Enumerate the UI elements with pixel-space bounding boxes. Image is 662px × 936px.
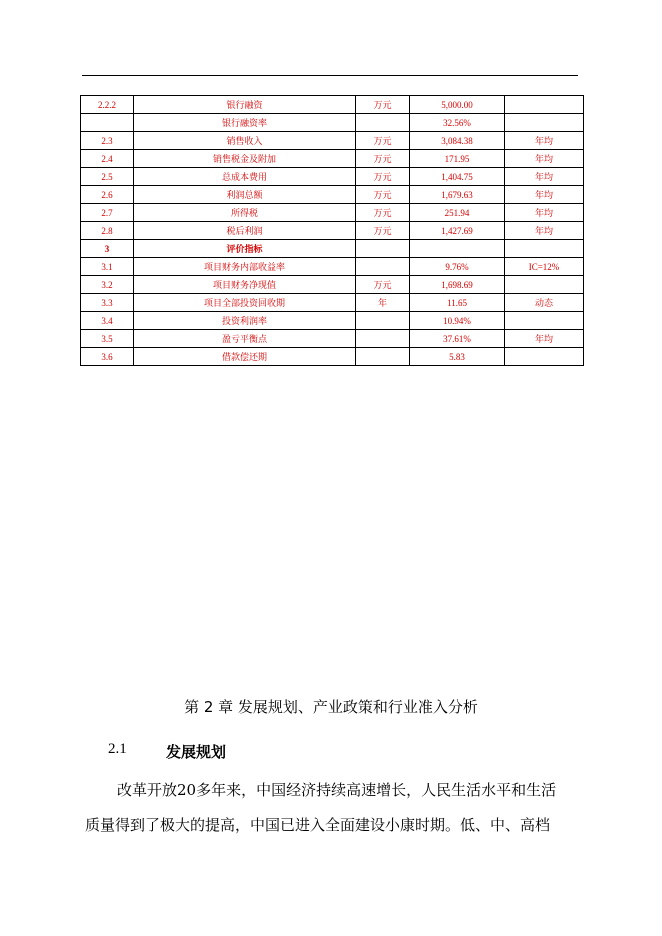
note-cell: 年均: [505, 330, 584, 348]
value-cell: 3,084.38: [410, 132, 505, 150]
note-cell: 年均: [505, 222, 584, 240]
unit-cell: 万元: [356, 186, 410, 204]
table-row: [81, 150, 584, 168]
paragraph-line: 改革开放20多年来，中国经济持续高速增长，人民生活水平和生活: [117, 781, 557, 799]
note-cell: [505, 312, 584, 330]
table-row: [81, 222, 584, 240]
item-name-cell: 销售收入: [134, 132, 356, 150]
section-title: 发展规划: [166, 743, 227, 761]
note-cell: 年均: [505, 204, 584, 222]
unit-cell: [356, 240, 410, 258]
value-cell: 1,427.69: [410, 222, 505, 240]
item-name-cell: 项目财务净现值: [134, 276, 356, 294]
value-cell: 171.95: [410, 150, 505, 168]
item-number-cell: 2.8: [81, 222, 134, 240]
table-body: [81, 96, 584, 366]
item-name-cell: 借款偿还期: [134, 348, 356, 366]
unit-cell: [356, 258, 410, 276]
unit-cell: [356, 330, 410, 348]
table-row: [81, 204, 584, 222]
note-cell: 年均: [505, 186, 584, 204]
value-cell: 251.94: [410, 204, 505, 222]
item-name-cell: 税后利润: [134, 222, 356, 240]
item-number-cell: 2.6: [81, 186, 134, 204]
unit-cell: [356, 312, 410, 330]
paragraph-line: 质量得到了极大的提高，中国已进入全面建设小康时期。低、中、高档: [85, 816, 551, 834]
item-name-cell: 所得税: [134, 204, 356, 222]
item-name-cell: 盈亏平衡点: [134, 330, 356, 348]
table-row: [81, 132, 584, 150]
table-row: [81, 168, 584, 186]
item-name-cell: 评价指标: [134, 240, 356, 258]
item-number-cell: 3: [81, 240, 134, 258]
note-cell: [505, 276, 584, 294]
value-cell: 5,000.00: [410, 96, 505, 114]
item-number-cell: 3.5: [81, 330, 134, 348]
value-cell: 1,698.69: [410, 276, 505, 294]
unit-cell: 万元: [356, 204, 410, 222]
value-cell: 10.94%: [410, 312, 505, 330]
header-rule: [82, 75, 578, 76]
unit-cell: [356, 114, 410, 132]
item-name-cell: 项目全部投资回收期: [134, 294, 356, 312]
item-number-cell: 3.3: [81, 294, 134, 312]
item-number-cell: 3.6: [81, 348, 134, 366]
value-cell: 1,404.75: [410, 168, 505, 186]
item-name-cell: 总成本费用: [134, 168, 356, 186]
table-row: [81, 312, 584, 330]
item-name-cell: 银行融资率: [134, 114, 356, 132]
value-cell: 9.76%: [410, 258, 505, 276]
item-number-cell: 2.4: [81, 150, 134, 168]
table-row: [81, 294, 584, 312]
item-number-cell: 2.7: [81, 204, 134, 222]
unit-cell: [356, 348, 410, 366]
note-cell: [505, 240, 584, 258]
item-number-cell: 3.4: [81, 312, 134, 330]
table-row: [81, 96, 584, 114]
note-cell: 年均: [505, 132, 584, 150]
unit-cell: 万元: [356, 168, 410, 186]
item-name-cell: 银行融资: [134, 96, 356, 114]
item-number-cell: 3.1: [81, 258, 134, 276]
unit-cell: 万元: [356, 276, 410, 294]
table-row: [81, 276, 584, 294]
value-cell: 37.61%: [410, 330, 505, 348]
unit-cell: 万元: [356, 222, 410, 240]
table-row: [81, 348, 584, 366]
table-row: [81, 258, 584, 276]
item-name-cell: 投资利润率: [134, 312, 356, 330]
table-row: [81, 240, 584, 258]
item-number-cell: 2.2.2: [81, 96, 134, 114]
item-name-cell: 项目财务内部收益率: [134, 258, 356, 276]
value-cell: 1,679.63: [410, 186, 505, 204]
item-number-cell: 2.3: [81, 132, 134, 150]
financial-summary-table: [80, 95, 584, 366]
item-number-cell: 2.5: [81, 168, 134, 186]
value-cell: 32.56%: [410, 114, 505, 132]
table-row: [81, 330, 584, 348]
unit-cell: 万元: [356, 96, 410, 114]
item-number-cell: [81, 114, 134, 132]
note-cell: 动态: [505, 294, 584, 312]
note-cell: [505, 96, 584, 114]
table-row: [81, 114, 584, 132]
value-cell: 11.65: [410, 294, 505, 312]
unit-cell: 万元: [356, 132, 410, 150]
section-number: 2.1: [108, 741, 127, 757]
note-cell: [505, 348, 584, 366]
value-cell: 5.83: [410, 348, 505, 366]
chapter-title: 第 2 章 发展规划、产业政策和行业准入分析: [184, 698, 478, 716]
item-number-cell: 3.2: [81, 276, 134, 294]
note-cell: IC=12%: [505, 258, 584, 276]
note-cell: 年均: [505, 150, 584, 168]
item-name-cell: 销售税金及附加: [134, 150, 356, 168]
note-cell: [505, 114, 584, 132]
unit-cell: 万元: [356, 150, 410, 168]
body-paragraph: [85, 773, 585, 843]
value-cell: [410, 240, 505, 258]
unit-cell: 年: [356, 294, 410, 312]
note-cell: 年均: [505, 168, 584, 186]
table-row: [81, 186, 584, 204]
item-name-cell: 利润总额: [134, 186, 356, 204]
